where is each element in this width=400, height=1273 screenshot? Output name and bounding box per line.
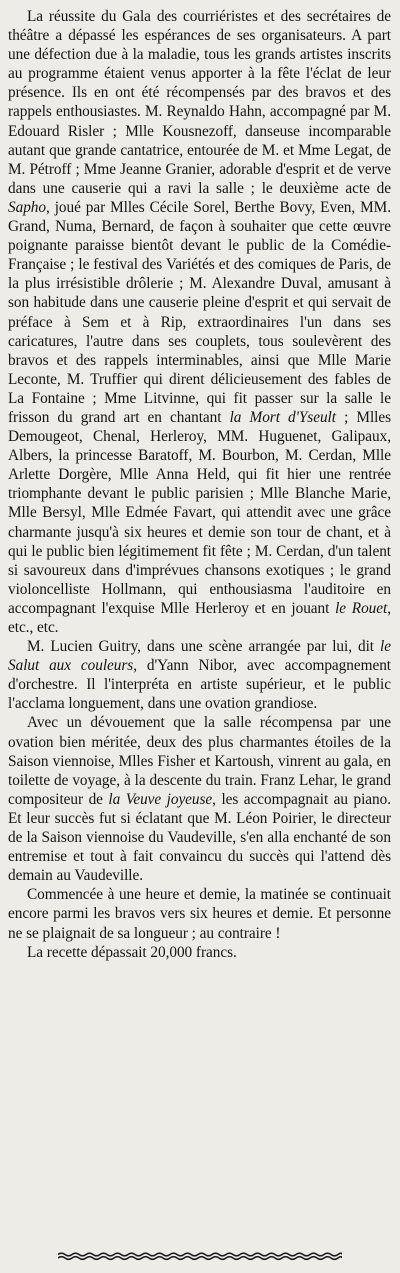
article-paragraph [8, 943, 391, 962]
italic-title: le Rouet [335, 599, 388, 617]
italic-title: le Salut aux couleurs [8, 638, 391, 675]
paragraph-text: , etc., etc. [8, 599, 391, 636]
italic-title: la Veuve joyeuse [108, 790, 213, 808]
article-paragraph [8, 713, 391, 885]
paragraph-text: La réussite du Gala des courriéristes et des secrétaires de théâtre a dépassé les espérances de ses organisateurs. A part une défection due à la maladie, tous les grands artistes inscrits au programme étaient venus apporter à la fête l'éclat de leur présence. Ils en ont été récompensés par des bravos et des rappels enthousiastes. M. Reynaldo Hahn, accompagné par M. Edouard Risler ; Mlle Kousnezoff, danseuse incomparable autant que grande cantatrice, entourée de M. et Mme Legat, de M. Pétroff ; Mme Jeanne Granier, adorable d'esprit et de verve dans une causerie qui a ravi la salle ; le deuxième acte de [8, 8, 391, 197]
wavy-rule-graphic [58, 1251, 342, 1261]
paragraph-text: La recette dépassait 20,000 francs. [27, 943, 237, 961]
paragraph-text: , d'Yann Nibor, avec accompagnement d'orchestre. Il l'interpréta en artiste supérieur, et le public l'acclama longuement, dans une ovation grandiose. [8, 657, 391, 713]
paragraph-text: Commencée à une heure et demie, la matinée se continuait encore parmi les bravos vers six heures et demie. Et personne ne se plaignait de sa longueur ; au contraire ! [8, 886, 391, 942]
paragraph-text: Avec un dévouement que la salle récompensa par une ovation bien méritée, deux des plus charmantes étoiles de la Saison viennoise, Mlles Fisher et Kartoush, vinrent au gala, en toilette de voyage, à la descente du train. Franz Lehar, le grand compositeur de [8, 714, 391, 808]
italic-title: la Mort d'Yseult [229, 408, 336, 426]
article-paragraph [8, 885, 391, 942]
article-paragraph [8, 7, 391, 637]
article-body [8, 7, 391, 962]
decorative-wavy-rule [58, 1251, 342, 1261]
paragraph-text: , joué par Mlles Cécile Sorel, Berthe Bovy, Even, MM. Grand, Numa, Bernard, de façon à souhaiter que cette œuvre poignante paraisse bientôt devant le public de la Comédie-Française ; le festival des Variétés et des comiques de Paris, de la plus irrésistible drôlerie ; M. Alexandre Duval, amusant à son habitude dans une causerie pleine d'esprit et qui servait de préface à Sem et à Rip, extraordinaires l'un dans ses caricatures, l'autre dans ses couplets, tous soulevèrent des bravos et des rappels interminables, ainsi que Mlle Marie Leconte, M. Truffier qui dirent délicieusement des fables de La Fontaine ; Mme Litvinne, qui fit passer sur la salle le frisson du grand art en chantant [8, 198, 391, 426]
paragraph-text: M. Lucien Guitry, dans une scène arrangée par lui, dit [27, 638, 381, 656]
paragraph-text: ; Mlles Demougeot, Chenal, Herleroy, MM. Huguenet, Galipaux, Albers, la princesse Baratoff, M. Bourbon, M. Cerdan, Mlle Arlette Dorgère, Mlle Anna Held, qui fit hier une rentrée triomphante devant le public parisien ; Mlle Blanche Marie, Mlle Bersyl, Mlle Edmée Favart, qui attendit avec une grâce charmante jusqu'à six heures et demie son tour de chant, et à qui le public bien légitimement fit fête ; M. Cerdan, d'un talent si savoureux dans d'imprévues chansons exotiques ; le grand violoncelliste Hollmann, qui enthousiasma l'auditoire en accompagnant l'exquise Mlle Herleroy et en jouant [8, 408, 392, 617]
article-paragraph [8, 637, 391, 713]
italic-title: Sapho [8, 198, 46, 216]
paragraph-text: , les accompagnait au piano. Et leur succès fut si éclatant que M. Léon Poirier, le directeur de la Saison viennoise du Vaudeville, s'en alla enchanté de son entremise et tout à fait convaincu du succès qui l'attend dès demain au Vaudeville. [8, 790, 391, 885]
